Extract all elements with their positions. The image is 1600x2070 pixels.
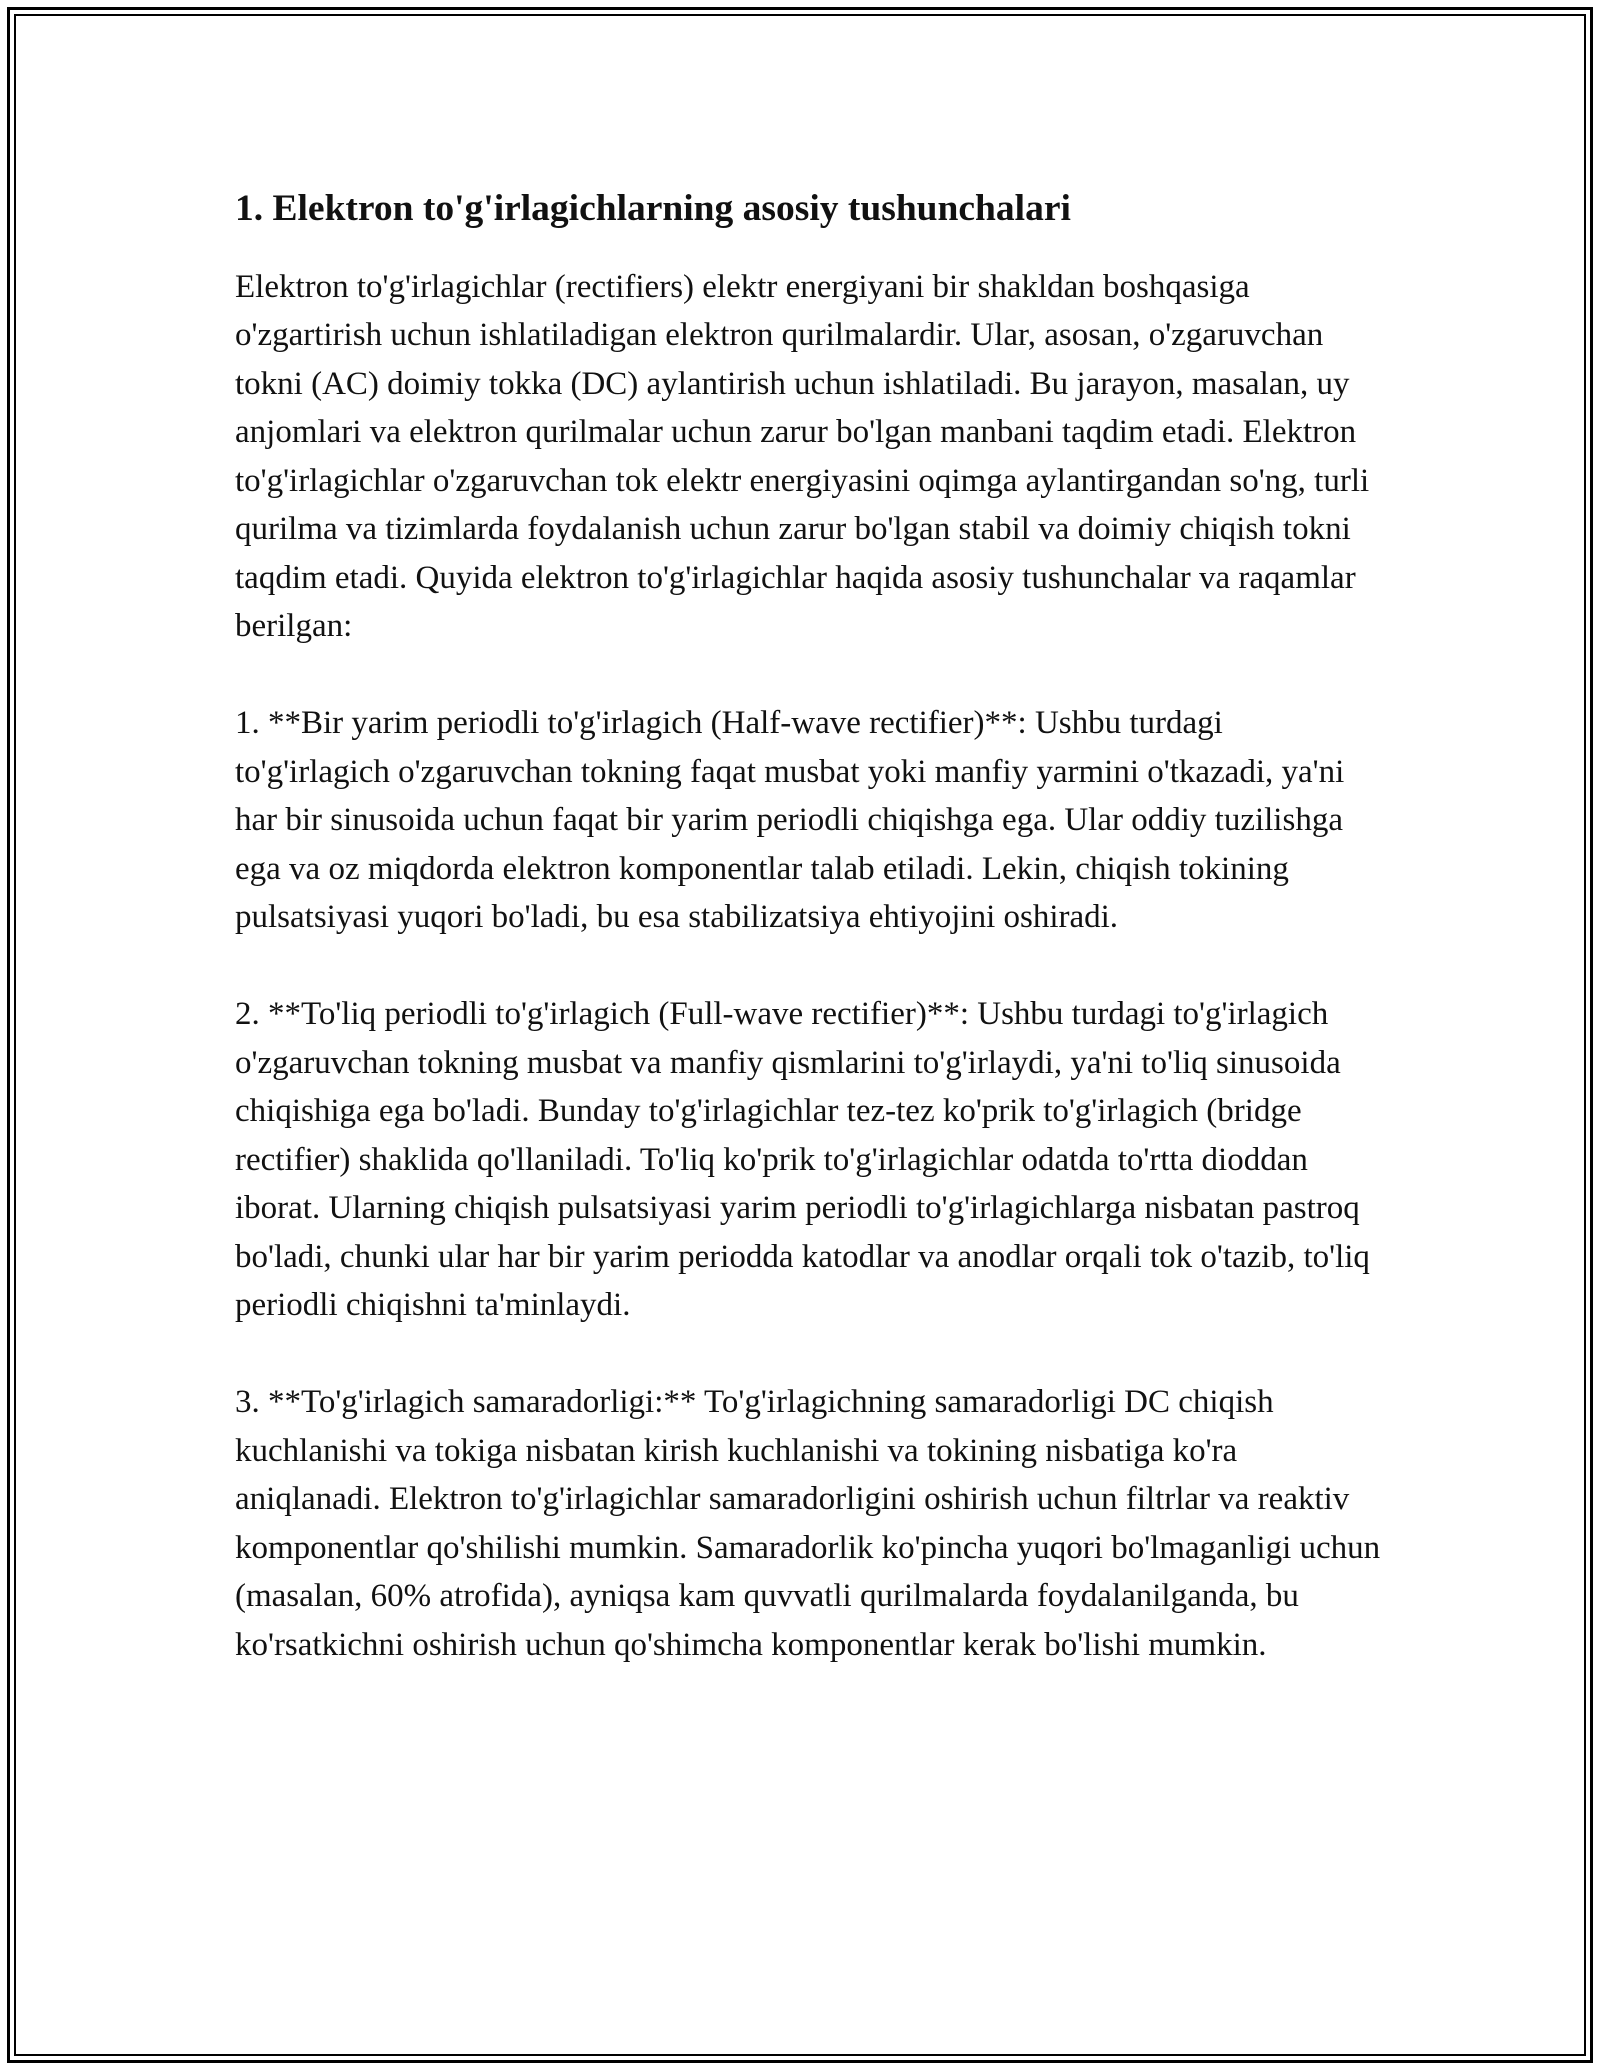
rectifier-efficiency-paragraph: 3. **To'g'irlagich samaradorligi:** To'g'irlagichning samaradorligi DC chiqish kuchlanishi va tokiga nisbatan kirish kuchlanishi va tokining nisbatiga ko'ra aniqlanadi. Elektron to'g'irlagichlar samaradorligini oshirish uchun filtrlar va reaktiv komponentlar qo'shilishi mumkin. Samaradorlik ko'pincha yuqori bo'lmaganligi uchun (masalan, 60% atrofida), ayniqsa kam quvvatli qurilmalarda foydalanilganda, bu ko'rsatkichni oshirish uchun qo'shimcha komponentlar kerak bo'lishi mumkin. — [235, 1384, 1381, 1663]
document-content — [235, 186, 1385, 1669]
half-wave-rectifier-paragraph: 1. **Bir yarim periodli to'g'irlagich (Half-wave rectifier)**: Ushbu turdagi to'g'irlagich o'zgaruvchan tokning faqat musbat yoki manfiy yarmini o'tkazadi, ya'ni har bir sinusoida uchun faqat bir yarim periodli chiqishga ega. Ular oddiy tuzilishga ega va oz miqdorda elektron komponentlar talab etiladi. Lekin, chiqish tokining pulsatsiyasi yuqori bo'ladi, bu esa stabilizatsiya ehtiyojini oshiradi. — [235, 705, 1345, 936]
full-wave-rectifier-paragraph: 2. **To'liq periodli to'g'irlagich (Full-wave rectifier)**: Ushbu turdagi to'g'irlagich o'zgaruvchan tokning musbat va manfiy qismlarini to'g'irlaydi, ya'ni to'liq sinusoida chiqishiga ega bo'ladi. Bunday to'g'irlagichlar tez-tez ko'prik to'g'irlagich (bridge rectifier) shaklida qo'llaniladi. To'liq ko'prik to'g'irlagichlar odatda to'rtta dioddan iborat. Ularning chiqish pulsatsiyasi yarim periodli to'g'irlagichlarga nisbatan pastroq bo'ladi, chunki ular har bir yarim periodda katodlar va anodlar orqali tok o'tazib, to'liq periodli chiqishni ta'minlaydi. — [235, 996, 1370, 1324]
intro-paragraph: Elektron to'g'irlagichlar (rectifiers) elektr energiyani bir shakldan boshqasiga o'zgartirish uchun ishlatiladigan elektron qurilmalardir. Ular, asosan, o'zgaruvchan tokni (AC) doimiy tokka (DC) aylantirish uchun ishlatiladi. Bu jarayon, masalan, uy anjomlari va elektron qurilmalar uchun zarur bo'lgan manbani taqdim etadi. Elektron to'g'irlagichlar o'zgaruvchan tok elektr energiyasini oqimga aylantirgandan so'ng, turli qurilma va tizimlarda foydalanish uchun zarur bo'lgan stabil va doimiy chiqish tokni taqdim etadi. Quyida elektron to'g'irlagichlar haqida asosiy tushunchalar va raqamlar berilgan: — [235, 268, 1370, 645]
section-heading: 1. Elektron to'g'irlagichlarning asosiy tushunchalari — [235, 188, 1071, 229]
